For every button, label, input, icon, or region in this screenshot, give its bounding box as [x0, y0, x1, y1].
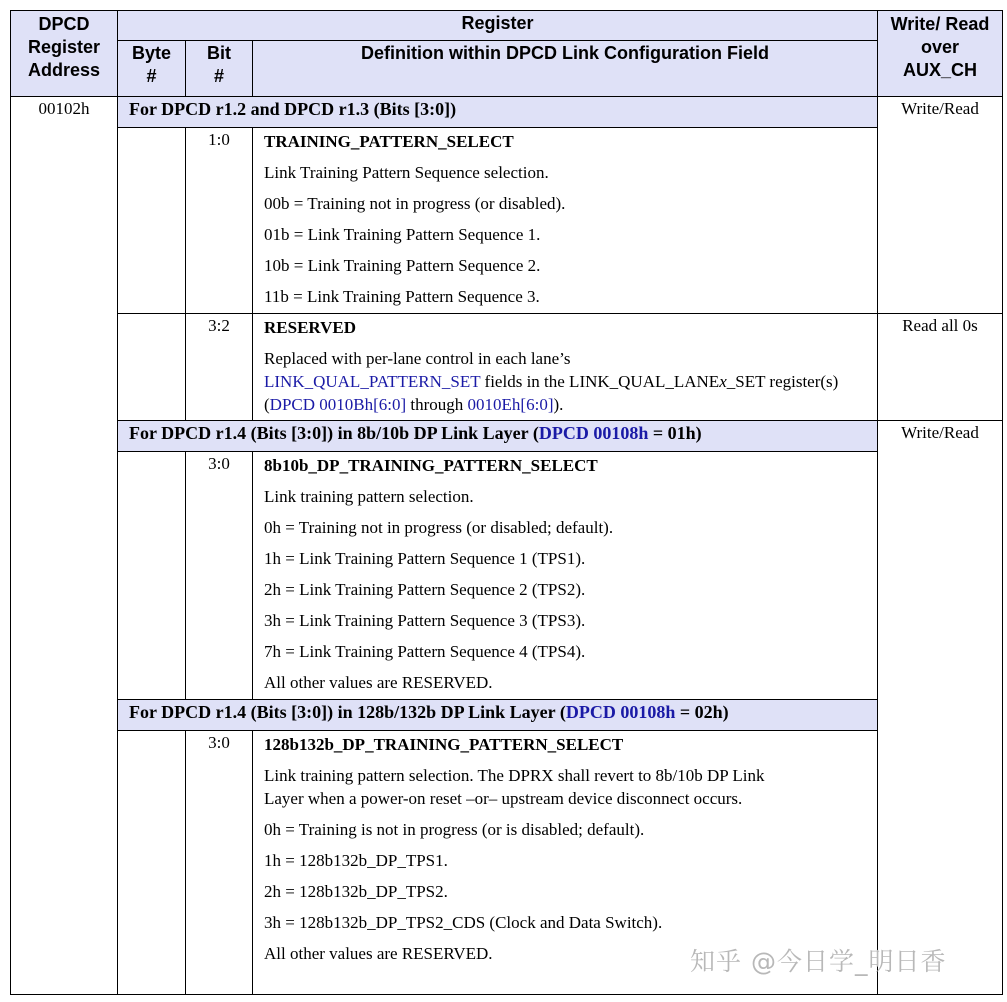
bit-range: 3:2 — [186, 314, 253, 421]
definition-line: 2h = Link Training Pattern Sequence 2 (TPS2). — [264, 580, 586, 599]
definition-line: Link training pattern selection. — [264, 487, 474, 506]
dpcd-0010eh-link[interactable]: 0010Eh[6:0] — [467, 395, 554, 414]
text: = 02h) — [675, 702, 729, 722]
definition-line: All other values are RESERVED. — [264, 673, 493, 692]
definition-line: Link Training Pattern Sequence selection. — [264, 163, 549, 182]
section-8b10b-title — [118, 421, 878, 452]
definition-line: 3h = 128b132b_DP_TPS2_CDS (Clock and Data Switch). — [264, 913, 663, 932]
field-name: RESERVED — [264, 318, 356, 337]
definition-line: Link training pattern selection. The DPRX shall revert to 8b/10b DP Link Layer when a power-on reset –or– upstream device disconnect occurs. — [264, 766, 765, 808]
register-address: 00102h — [11, 97, 118, 995]
byte-cell — [118, 128, 186, 314]
field-name: 128b132b_DP_TRAINING_PATTERN_SELECT — [264, 735, 624, 754]
byte-cell — [118, 452, 186, 700]
zhihu-watermark: 知乎 @今日学_明日香 — [690, 947, 947, 976]
text: For DPCD r1.4 (Bits [3:0]) in 128b/132b DP Link Layer ( — [129, 702, 566, 722]
definition-line: 1h = 128b132b_DP_TPS1. — [264, 851, 448, 870]
dpcd-0010bh-link[interactable]: DPCD 0010Bh[6:0] — [269, 395, 407, 414]
text: Replaced with per-lane control in each lane’s — [264, 349, 571, 368]
section-dpcd-r12-r13-title: For DPCD r1.2 and DPCD r1.3 (Bits [3:0]) — [118, 97, 878, 128]
definition-line: 0h = Training not in progress (or disabled; default). — [264, 518, 614, 537]
text: through — [406, 395, 468, 414]
text: _SET register(s) ( — [264, 372, 839, 414]
lane-variable: x — [719, 372, 727, 391]
header-byte: Byte # — [118, 41, 186, 97]
header-definition: Definition within DPCD Link Configuration Field — [253, 41, 878, 97]
text: ). — [553, 395, 564, 414]
section1-write-read: Write/Read — [878, 97, 1003, 314]
definition-line: 3h = Link Training Pattern Sequence 3 (TPS3). — [264, 611, 586, 630]
bit-range: 3:0 — [186, 731, 253, 995]
field-name: 8b10b_DP_TRAINING_PATTERN_SELECT — [264, 456, 598, 475]
training-pattern-select-definition — [253, 128, 878, 314]
definition-line: All other values are RESERVED. — [264, 944, 493, 963]
reserved-definition — [253, 314, 878, 421]
register-table-container — [10, 10, 1002, 995]
text: fields in the LINK_QUAL_LANE — [480, 372, 720, 391]
header-write-read: Write/ Read over AUX_CH — [878, 11, 1003, 97]
definition-line: 1h = Link Training Pattern Sequence 1 (TPS1). — [264, 549, 586, 568]
byte-cell — [118, 731, 186, 995]
header-dpcd-address: DPCD Register Address — [11, 11, 118, 97]
header-bit: Bit # — [186, 41, 253, 97]
definition-line: 7h = Link Training Pattern Sequence 4 (TPS4). — [264, 642, 586, 661]
dpcd-00108h-link[interactable]: DPCD 00108h — [538, 423, 649, 443]
reserved-read-all-zeros: Read all 0s — [878, 314, 1003, 421]
text: = 01h) — [648, 423, 702, 443]
header-register: Register — [118, 11, 878, 41]
section2-write-read: Write/Read — [878, 421, 1003, 995]
section-128b132b-title — [118, 700, 878, 731]
definition-line: 0h = Training is not in progress (or is disabled; default). — [264, 820, 645, 839]
bit-range: 1:0 — [186, 128, 253, 314]
dpcd-00108h-link[interactable]: DPCD 00108h — [565, 702, 676, 722]
8b10b-training-pattern-definition — [253, 452, 878, 700]
text: For DPCD r1.4 (Bits [3:0]) in 8b/10b DP Link Layer ( — [129, 423, 539, 443]
link-qual-pattern-set-link[interactable]: LINK_QUAL_PATTERN_SET — [264, 372, 481, 391]
bit-range: 3:0 — [186, 452, 253, 700]
definition-line: 00b = Training not in progress (or disabled). — [264, 194, 566, 213]
field-name: TRAINING_PATTERN_SELECT — [264, 132, 514, 151]
byte-cell — [118, 314, 186, 421]
dpcd-register-table — [10, 10, 1003, 995]
reserved-description — [264, 347, 869, 416]
definition-line: 10b = Link Training Pattern Sequence 2. — [264, 256, 541, 275]
definition-line: 2h = 128b132b_DP_TPS2. — [264, 882, 448, 901]
definition-line: 01b = Link Training Pattern Sequence 1. — [264, 225, 541, 244]
definition-line: 11b = Link Training Pattern Sequence 3. — [264, 287, 540, 306]
